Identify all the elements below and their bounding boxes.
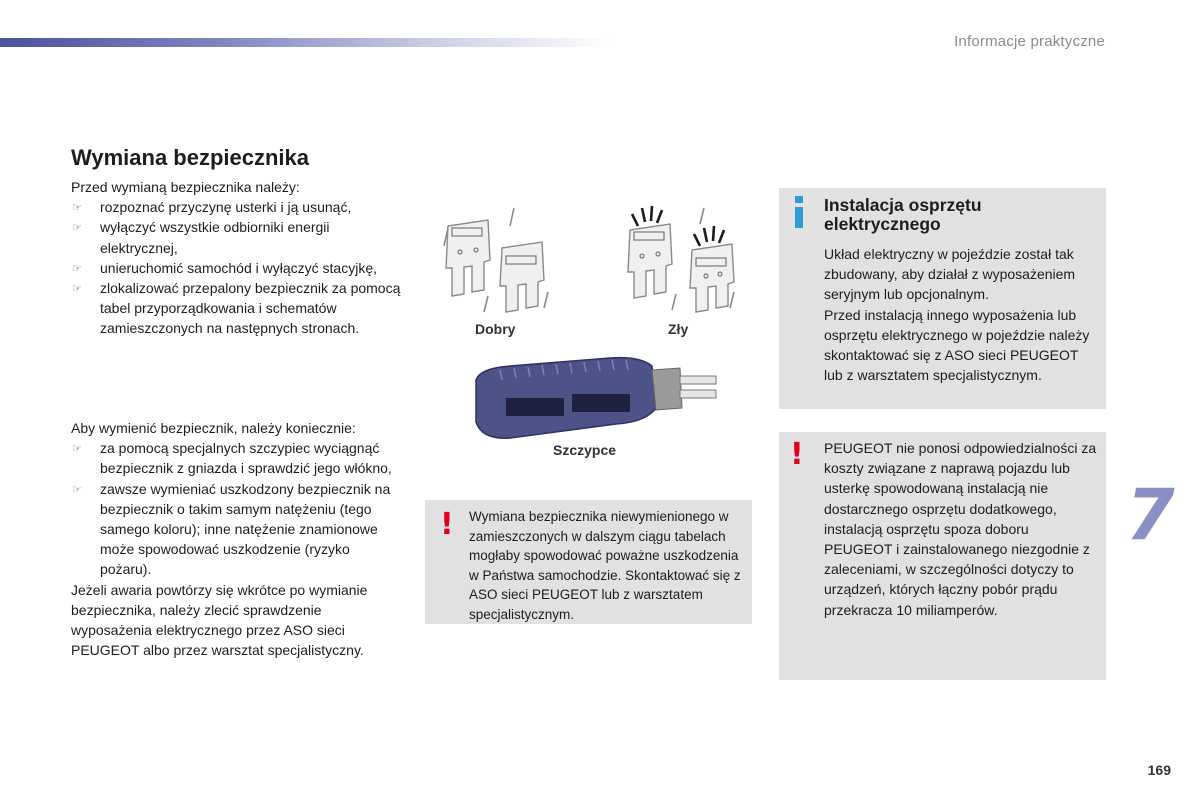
procedure-lead: Aby wymienić bezpiecznik, należy koniecznie: [71, 420, 356, 436]
info-paragraph: Układ elektryczny w pojeździe został tak zbudowany, aby działał z wyposażeniem seryjnym lub opcjonalnym. [824, 246, 1076, 303]
section-title: Informacje praktyczne [954, 33, 1105, 50]
warning-paragraph: Wymiana bezpiecznika niewymienionego w zamieszczonych w dalszym ciągu tabelach mogłaby spowodować poważne uszkodzenia w Państwa samochodzie. Skontaktować się z ASO sieci PEUGEOT lub z warsztatem specjalistycznym. [469, 509, 741, 622]
good-fuse-illustration [440, 200, 560, 315]
intro-lead: Przed wymianą bezpiecznika należy: [71, 179, 300, 195]
good-fuse-label: Dobry [475, 321, 516, 337]
list-item-text: zawsze wymieniać uszkodzony bezpiecznik na bezpiecznik o takim samym natężeniu (tego samego koloru); inne natężenie znamionowe może spowodować uszkodzenie (ryzyko pożaru). [100, 480, 391, 578]
warning-icon: ! [440, 507, 454, 542]
list-item [71, 197, 401, 217]
list-item [71, 217, 401, 257]
pointing-hand-icon: ☞ [72, 262, 82, 275]
warning-icon: ! [790, 437, 804, 472]
info-icon [793, 196, 805, 228]
list-item [71, 258, 401, 278]
chapter-number: 7 [1126, 474, 1175, 556]
pointing-hand-icon: ☞ [72, 483, 82, 496]
list-item [71, 278, 401, 339]
warning-box-center [425, 500, 752, 624]
pointing-hand-icon: ☞ [72, 222, 82, 235]
procedure-closing: Jeżeli awaria powtórzy się wkrótce po wymianie bezpiecznika, należy zlecić sprawdzenie wyposażenia elektrycznego przez ASO sieci PEUGEOT albo przez warsztat specjalistyczny. [71, 581, 368, 659]
info-box [779, 188, 1106, 409]
info-text [824, 244, 1099, 385]
procedure-list [71, 438, 401, 579]
list-item-text: wyłączyć wszystkie odbiorniki energii elektrycznej, [100, 219, 330, 256]
list-item [71, 438, 401, 478]
warning-box-right [779, 432, 1106, 680]
list-item-text: rozpoznać przyczynę usterki i ją usunąć, [100, 199, 352, 216]
info-title: Instalacja osprzętu elektrycznego [824, 195, 982, 234]
pliers-label: Szczypce [553, 442, 617, 458]
header-color-band [0, 38, 610, 47]
warning-text [469, 507, 744, 624]
page-number: 169 [1147, 762, 1171, 778]
page-title: Wymiana bezpiecznika [71, 145, 310, 170]
fuse-pliers-illustration [470, 350, 725, 445]
warning-text [824, 438, 1099, 620]
info-paragraph: Przed instalacją innego wyposażenia lub osprzętu elektrycznego w pojeździe należy skontaktować się z ASO sieci PEUGEOT lub z warsztatem specjalistycznym. [824, 306, 1090, 384]
list-item-text: unieruchomić samochód i wyłączyć stacyjkę, [100, 259, 377, 276]
pointing-hand-icon: ☞ [72, 202, 82, 215]
pointing-hand-icon: ☞ [72, 283, 82, 296]
list-item-text: zlokalizować przepalony bezpiecznik za pomocą tabel przyporządkowania i schematów zamieszczonych na następnych stronach. [100, 280, 401, 337]
intro-list [71, 197, 401, 338]
list-item [71, 479, 401, 580]
blown-fuse-illustration [622, 200, 747, 315]
pointing-hand-icon: ☞ [72, 443, 82, 456]
intro-section [71, 177, 401, 339]
warning-paragraph: PEUGEOT nie ponosi odpowiedzialności za koszty związane z naprawą pojazdu lub usterkę spowodowaną instalacją nie dostarcznego osprzętu dodatkowego, instalacją osprzętu spoza doboru PEUGEOT i zainstalowanego niezgodnie z zaleceniami, w szczególności dotyczy to urządzeń, których łączny pobór prądu przekracza 10 miliamperów. [824, 440, 1097, 618]
blown-fuse-label: Zły [668, 321, 689, 337]
list-item-text: za pomocą specjalnych szczypiec wyciągnąć bezpiecznik z gniazda i sprawdzić jego włókno, [100, 440, 392, 477]
procedure-section [71, 418, 401, 660]
